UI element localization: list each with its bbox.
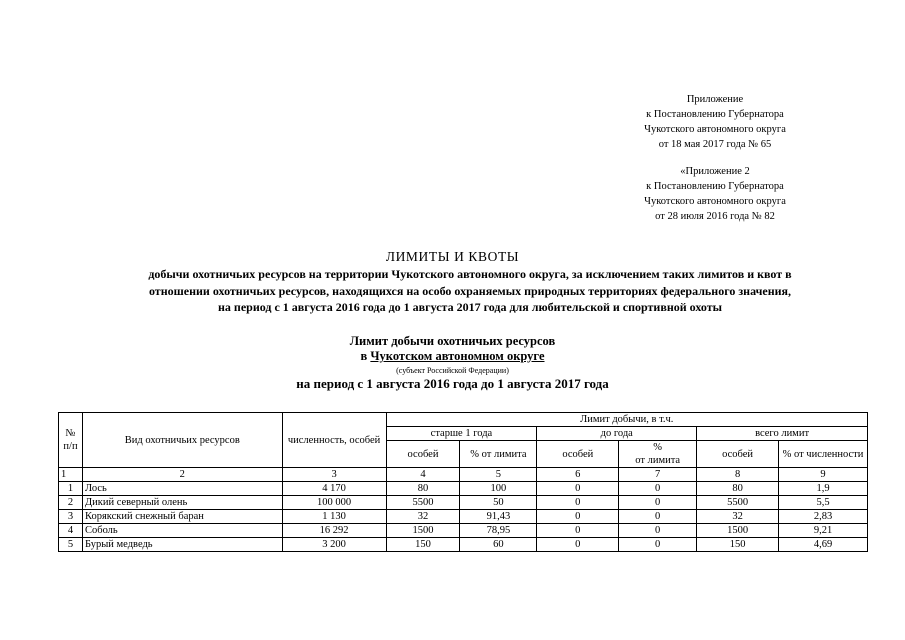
row-under-pct: 0 [619,496,697,510]
row-under-pct: 0 [619,538,697,552]
appendix-2-block [585,164,845,224]
header-population: численность, особей [282,413,386,468]
row-under-pct: 0 [619,524,697,538]
row-total-individuals: 5500 [697,496,779,510]
header-older-pct: % от лимита [460,441,537,468]
row-older-individuals: 150 [386,538,460,552]
appendix-1-line-1: Приложение [686,94,744,105]
header-limit: Лимит добычи, в т.ч. [386,413,867,427]
header-older: старше 1 года [386,427,537,441]
header-total-pct: % от численности [779,441,868,468]
region-line [0,349,905,364]
row-under-pct: 0 [619,482,697,496]
appendix-2-line-3: Чукотского автономного округа [644,196,786,207]
column-number: 9 [779,468,868,482]
appendix-1-line-3: Чукотского автономного округа [644,124,786,135]
appendix-2-line-1: «Приложение 2 [680,166,750,177]
column-number: 7 [619,468,697,482]
row-under-individuals: 0 [537,538,619,552]
column-number: 4 [386,468,460,482]
row-population: 4 170 [282,482,386,496]
table-row [59,538,868,552]
table-row [59,524,868,538]
row-species: Соболь [82,524,282,538]
column-number: 6 [537,468,619,482]
row-older-pct: 50 [460,496,537,510]
appendix-1-block [585,92,845,152]
column-number-row [59,468,868,482]
header-under-pct-text: от лимита [635,455,681,466]
header-under-individuals: особей [537,441,619,468]
header-total: всего лимит [697,427,868,441]
header-row-1 [59,413,868,427]
row-older-individuals: 32 [386,510,460,524]
header-older-individuals: особей [386,441,460,468]
row-population: 100 000 [282,496,386,510]
row-under-individuals: 0 [537,524,619,538]
table-row [59,496,868,510]
appendix-2-line-2: к Постановлению Губернатора [646,181,784,192]
subtitle-line-3: на период с 1 августа 2016 года до 1 августа 2017 года для любительской и спортивной охоты [217,300,722,314]
header-species: Вид охотничьих ресурсов [82,413,282,468]
row-species: Дикий северный олень [82,496,282,510]
quota-table [58,412,868,552]
subtitle-line-1: добычи охотничьих ресурсов на территории Чукотского автономного округа, за исключением таких лимитов и квот в [148,267,792,281]
row-num: 3 [59,510,83,524]
row-total-individuals: 150 [697,538,779,552]
row-total-pct: 2,83 [779,510,868,524]
row-total-individuals: 80 [697,482,779,496]
appendix-2-line-4: от 28 июля 2016 года № 82 [655,211,775,222]
header-under-pct [619,441,697,468]
row-older-pct: 60 [460,538,537,552]
header-total-individuals: особей [697,441,779,468]
limit-heading: Лимит добычи охотничьих ресурсов [349,334,556,348]
period-line: на период с 1 августа 2016 года до 1 августа 2017 года [296,376,609,391]
region-name: Чукотском автономном округе [370,349,545,363]
document-subtitle [30,266,905,316]
column-number: 2 [82,468,282,482]
row-total-pct: 5,5 [779,496,868,510]
appendix-1-line-4: от 18 мая 2017 года № 65 [658,139,772,150]
row-older-pct: 100 [460,482,537,496]
region-note: (субъект Российской Федерации) [396,366,509,375]
row-species: Корякский снежный баран [82,510,282,524]
row-total-pct: 1,9 [779,482,868,496]
row-total-pct: 9,21 [779,524,868,538]
row-population: 16 292 [282,524,386,538]
header-under: до года [537,427,697,441]
row-older-individuals: 1500 [386,524,460,538]
column-number: 3 [282,468,386,482]
row-species: Лось [82,482,282,496]
row-older-pct: 91,43 [460,510,537,524]
region-prefix: в [360,349,368,363]
row-species: Бурый медведь [82,538,282,552]
appendix-1-line-2: к Постановлению Губернатора [646,109,784,120]
row-older-pct: 78,95 [460,524,537,538]
row-total-pct: 4,69 [779,538,868,552]
column-number: 1 [59,468,83,482]
row-total-individuals: 32 [697,510,779,524]
document-title: ЛИМИТЫ И КВОТЫ [385,249,520,264]
table-row [59,482,868,496]
row-older-individuals: 80 [386,482,460,496]
row-under-pct: 0 [619,510,697,524]
column-number: 5 [460,468,537,482]
column-number: 8 [697,468,779,482]
subtitle-line-2: отношении охотничьих ресурсов, находящихся на особо охраняемых природных территориях федерального значения, [148,283,792,298]
table-row [59,510,868,524]
header-num: № п/п [59,413,83,468]
row-population: 1 130 [282,510,386,524]
row-total-individuals: 1500 [697,524,779,538]
row-num: 5 [59,538,83,552]
row-num: 4 [59,524,83,538]
row-under-individuals: 0 [537,510,619,524]
row-num: 1 [59,482,83,496]
row-under-individuals: 0 [537,482,619,496]
header-under-pct-sign: % [653,442,663,453]
row-population: 3 200 [282,538,386,552]
row-older-individuals: 5500 [386,496,460,510]
row-under-individuals: 0 [537,496,619,510]
row-num: 2 [59,496,83,510]
